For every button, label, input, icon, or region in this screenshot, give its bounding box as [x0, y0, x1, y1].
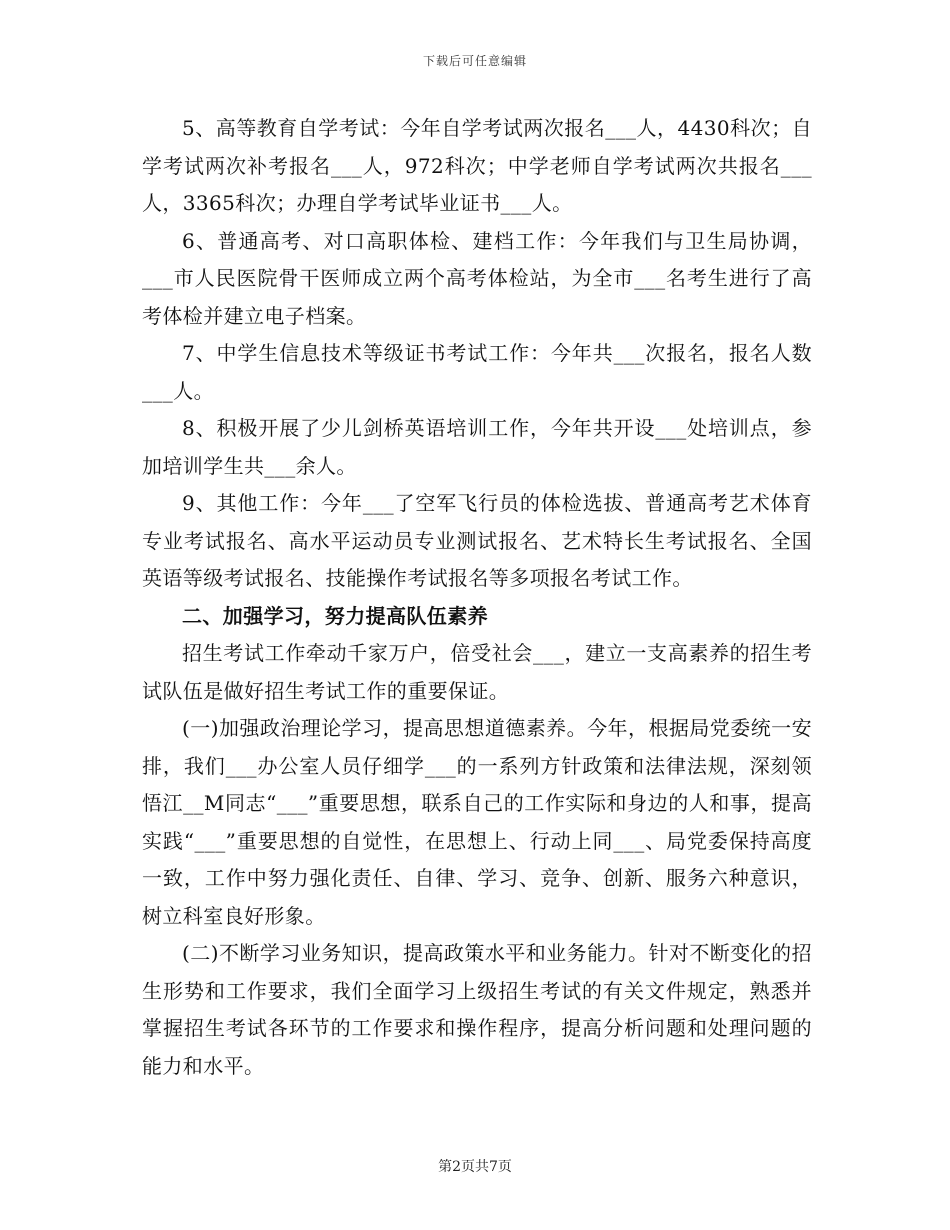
paragraph-intro: 招生考试工作牵动千家万户，倍受社会___，建立一支高素养的招生考试队伍是做好招生考试工作的重要保证。: [142, 641, 812, 703]
paragraph-item-7: 7、中学生信息技术等级证书考试工作：今年共___次报名，报名人数___人。: [142, 341, 812, 403]
paragraph-subsection-2: (二)不断学习业务知识，提高政策水平和业务能力。针对不断变化的招生形势和工作要求，我们全面学习上级招生考试的有关文件规定，熟悉并掌握招生考试各环节的工作要求和操作程序，提高分析问题和处理问题的能力和水平。: [142, 941, 812, 1078]
paragraph-subsection-1: (一)加强政治理论学习，提高思想道德素养。今年，根据局党委统一安排，我们___办公室人员仔细学___的一系列方针政策和法律法规，深刻领悟江__M同志“___”重要思想，联系自己的工作实际和身边的人和事，提高实践“___”重要思想的自觉性，在思想上、行动上同___、局党委保持高度一致，工作中努力强化责任、自律、学习、竞争、创新、服务六种意识，树立科室良好形象。: [142, 716, 812, 928]
paragraph-item-9: 9、其他工作：今年___了空军飞行员的体检选拔、普通高考艺术体育专业考试报名、高水平运动员专业测试报名、艺术特长生考试报名、全国英语等级考试报名、技能操作考试报名等多项报名考试工作。: [142, 491, 812, 590]
paragraph-item-5: 5、高等教育自学考试：今年自学考试两次报名___人，4430科次；自学考试两次补考报名___人，972科次；中学老师自学考试两次共报名___人，3365科次；办理自学考试毕业证书___人。: [142, 116, 812, 215]
paragraph-item-8: 8、积极开展了少儿剑桥英语培训工作，今年共开设___处培训点，参加培训学生共___余人。: [142, 416, 812, 478]
paragraph-item-6: 6、普通高考、对口高职体检、建档工作：今年我们与卫生局协调，___市人民医院骨干医师成立两个高考体检站，为全市___名考生进行了高考体检并建立电子档案。: [142, 228, 812, 328]
document-body: [142, 110, 812, 1085]
page-footer: 第2页共7页: [438, 1159, 512, 1175]
page-header: 下载后可任意编辑: [422, 54, 527, 68]
section-heading: 二、加强学习，努力提高队伍素养: [182, 603, 488, 628]
